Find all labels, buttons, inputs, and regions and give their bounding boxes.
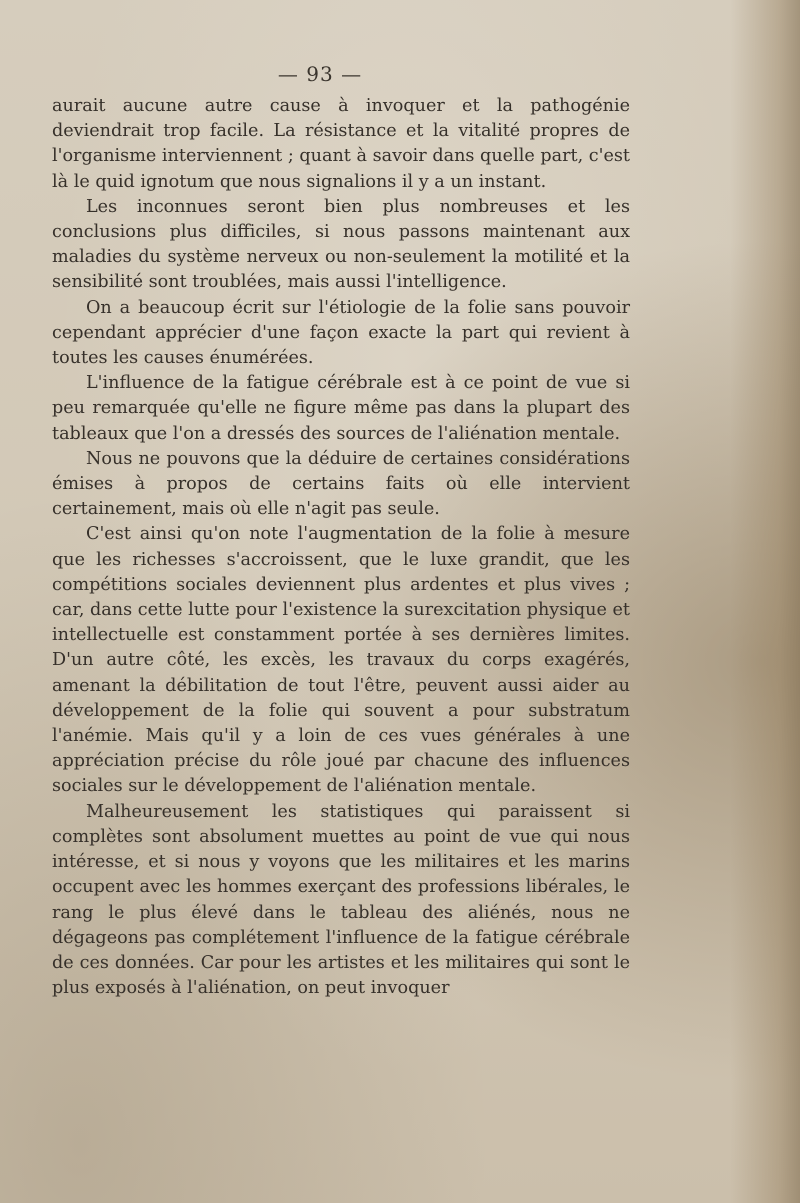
paragraph-5: Nous ne pouvons que la déduire de certaines considérations émises à propos de certains faits où elle intervient certainement, mais où elle n'agit pas seule.	[52, 448, 630, 520]
paragraph-7: Malheureusement les statistiques qui paraissent si complètes sont absolument muettes au point de vue qui nous intéresse, et si nous y voyons que les militaires et les marins occupent avec les hommes exerçant des professions libérales, le rang le plus élevé dans le tableau des aliénés, nous ne dégageons pas complétement l'influence de la fatigue cérébrale de ces données. Car pour les artistes et les militaires qui sont le plus exposés à l'aliénation, on peut invoquer	[52, 801, 630, 999]
paragraph-3: On a beaucoup écrit sur l'étiologie de la folie sans pouvoir cependant apprécier d'une façon exacte la part qui revient à toutes les causes énumérées.	[52, 297, 630, 369]
page-edge-shadow	[730, 0, 800, 1203]
paragraph-4: L'influence de la fatigue cérébrale est à ce point de vue si peu remarquée qu'elle ne figure même pas dans la plupart des tableaux que l'on a dressés des sources de l'aliénation mentale.	[52, 373, 630, 444]
paragraph-1: aurait aucune autre cause à invoquer et la pathogénie deviendrait trop facile. La résistance et la vitalité propres de l'organisme interviennent ; quant à savoir dans quelle part, c'est là le quid ignotum que nous signalions il y a un instant.	[52, 96, 630, 192]
paragraph-6: C'est ainsi qu'on note l'augmentation de la folie à mesure que les richesses s'accroissent, que le luxe grandit, que les compétitions sociales deviennent plus ardentes et plus vives ; car, dans cette lutte pour l'existence la surexcitation physique et intellectuelle est constamment portée à ses dernières limites. D'un autre côté, les excès, les travaux du corps exagérés, amenant la débilitation de tout l'être, peuvent aussi aider au développement de la folie qui souvent a pour substratum l'anémie. Mais qu'il y a loin de ces vues générales à une appréciation précise du rôle joué par chacune des influences sociales sur le développement de l'aliénation mentale.	[52, 524, 630, 797]
body-text	[52, 94, 630, 1001]
page-number: — 93 —	[277, 62, 363, 86]
paragraph-2: Les inconnues seront bien plus nombreuses et les conclusions plus difficiles, si nous passons maintenant aux maladies du système nerveux ou non-seulement la motilité et la sensibilité sont troublées, mais aussi l'intelligence.	[52, 196, 630, 293]
